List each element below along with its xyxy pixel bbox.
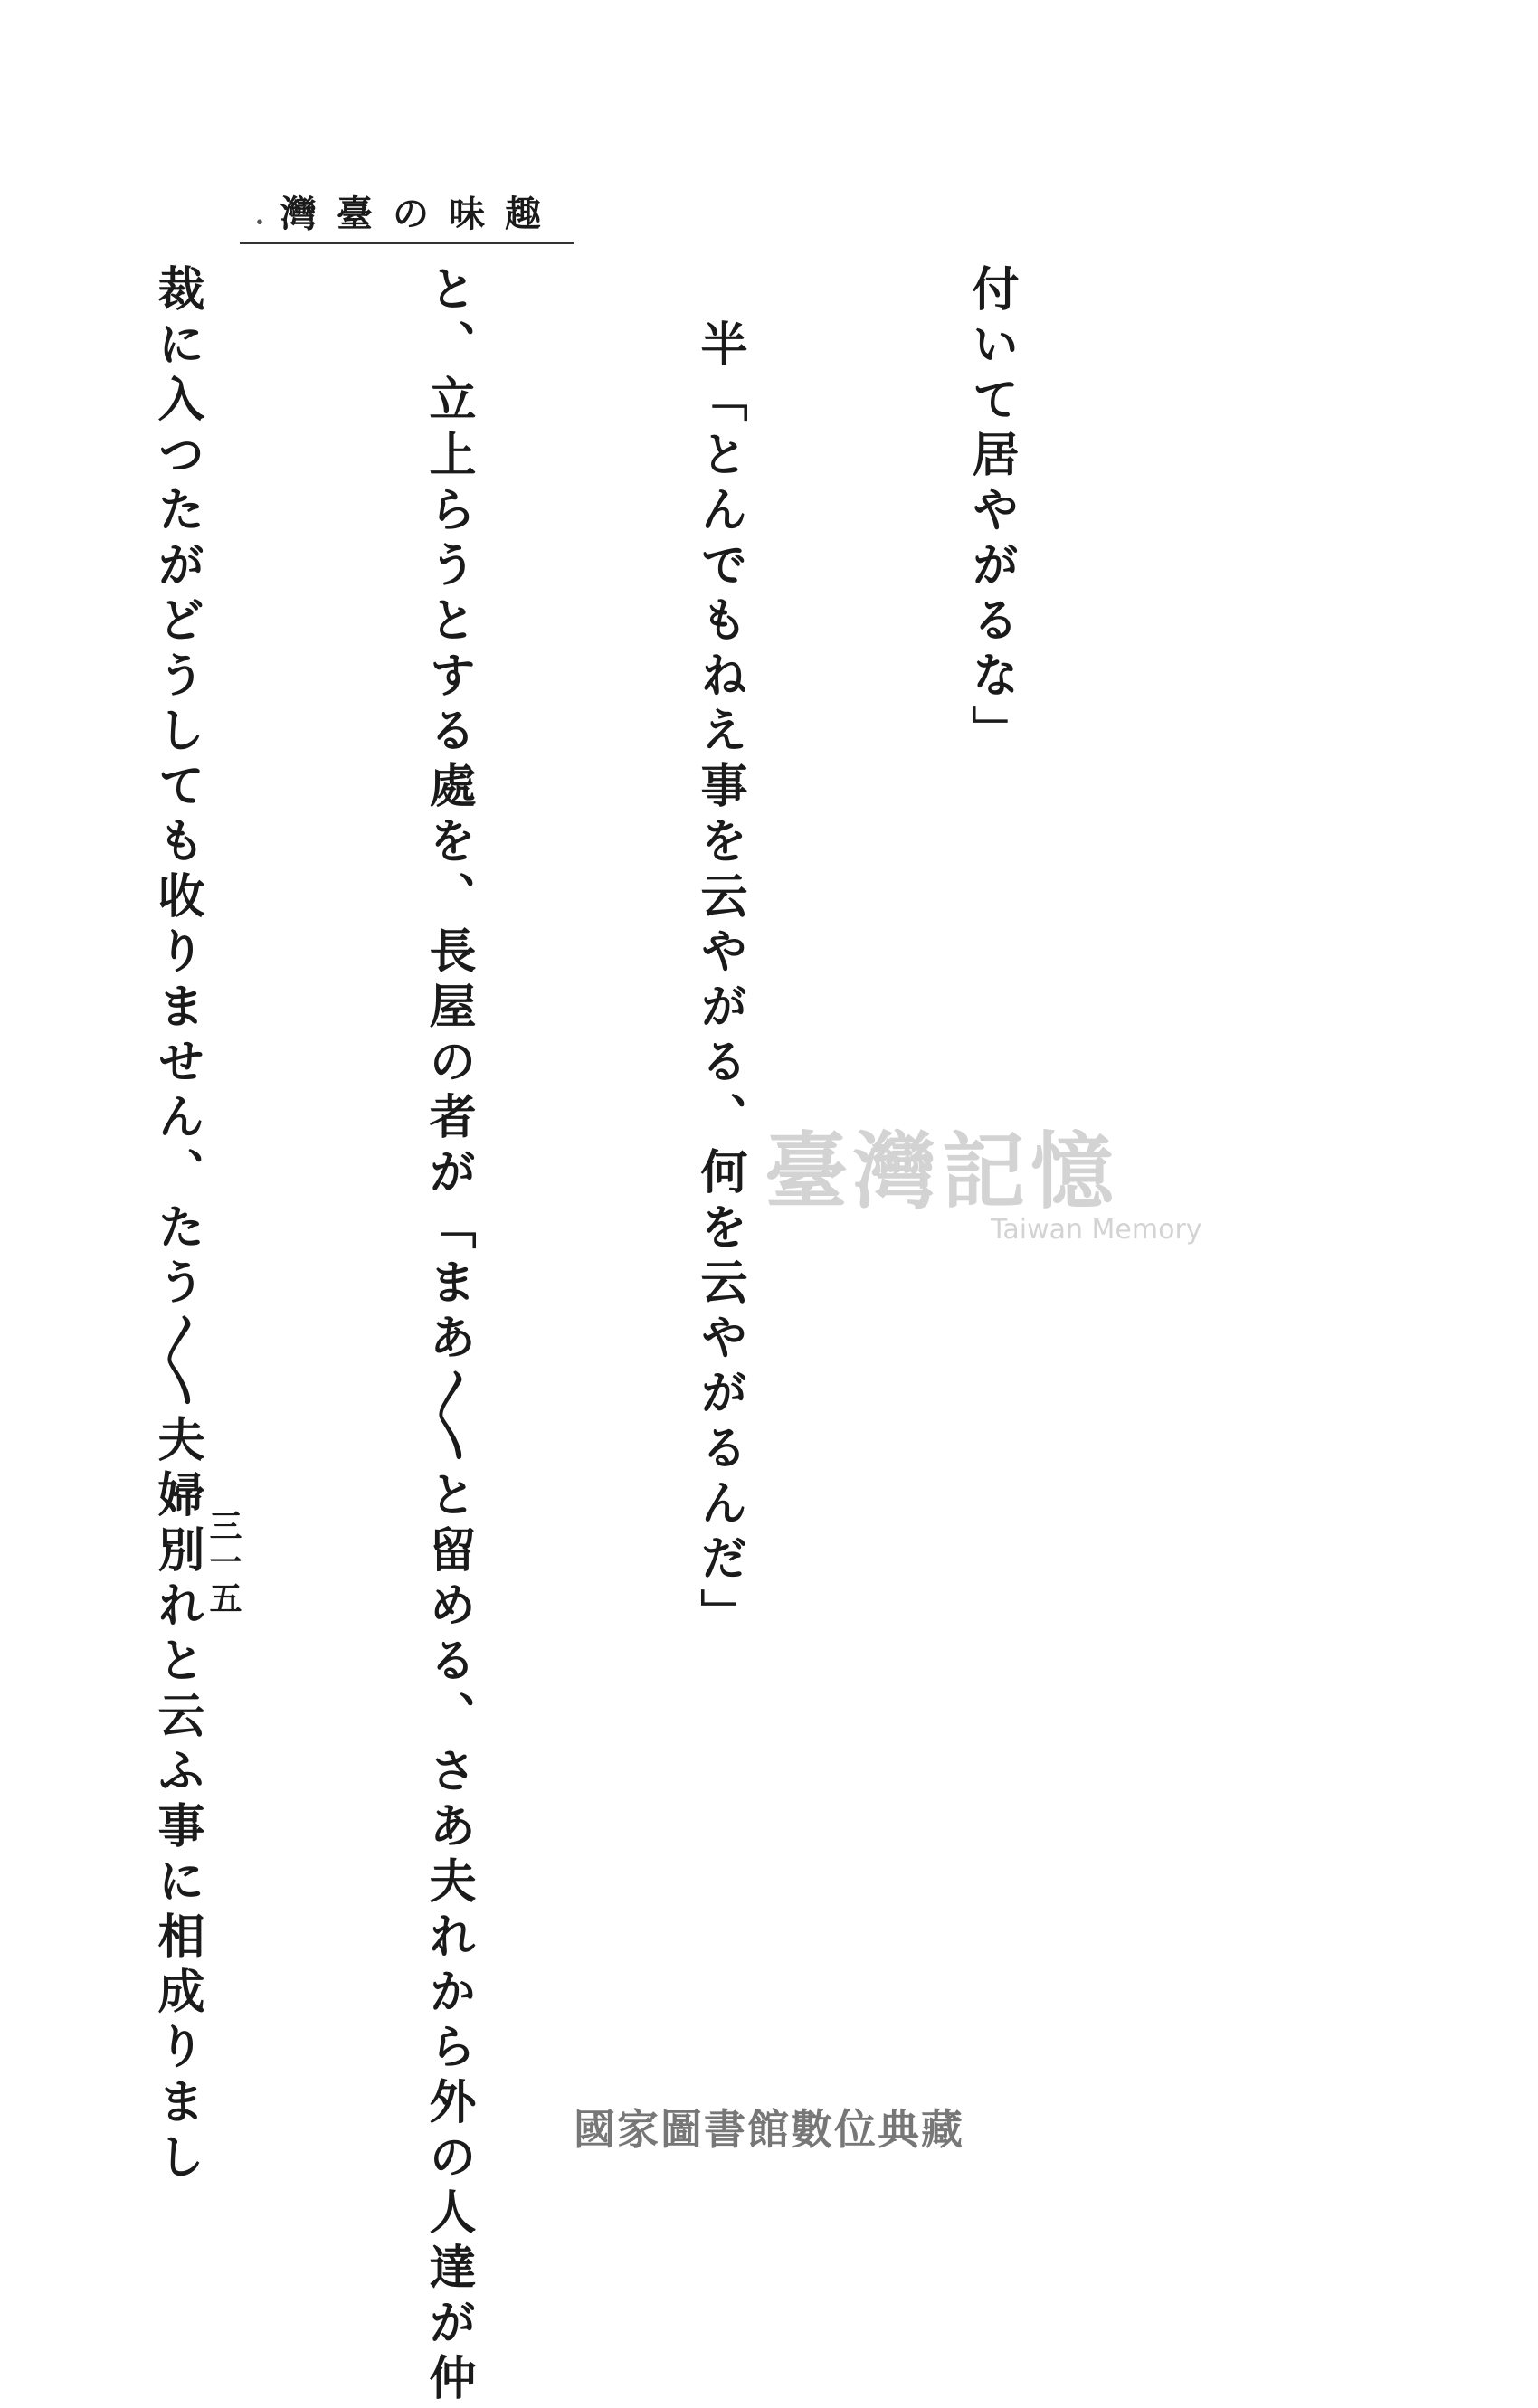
header-dots: ・ <box>246 208 273 240</box>
text-line: と、立上らうとする處を、長屋の者が「まあ〳〵と留める、さあ夫れから外の人達が仲 <box>421 264 476 2408</box>
text-line: 付いて居やがるな」 <box>964 264 1019 761</box>
text-line: 半「とんでもねえ事を云やがる、何を云やがるんだ」 <box>692 264 747 1644</box>
watermark-logo: 臺灣記憶 <box>764 1123 1120 1220</box>
footer-credit: 國家圖書館數位典藏 <box>574 2105 964 2154</box>
page-number: 三一五 <box>204 1509 242 1617</box>
text-line: 裁に入つたがどうしても收りません、たう〳〵夫婦別れと云ふ事に相成りまし <box>149 264 204 2187</box>
running-title: 灣臺の味趣 <box>280 193 561 235</box>
watermark-subtitle: Taiwan Memory <box>991 1214 1202 1246</box>
header-rule <box>240 242 574 244</box>
